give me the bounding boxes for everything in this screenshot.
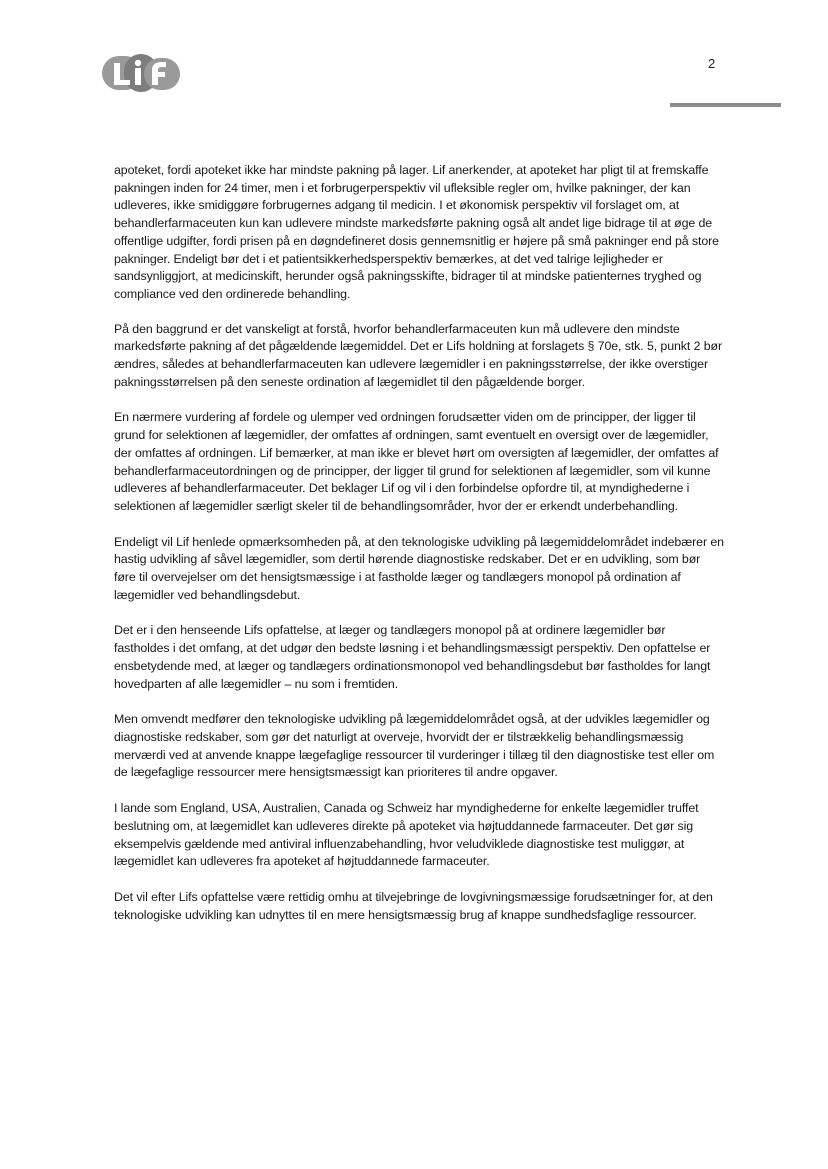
paragraph-7: I lande som England, USA, Australien, Canada og Schweiz har myndighederne for enkelte lægemidler truffet beslutning om, at lægemidlet kan udleveres direkte på apoteket via højtuddannede farmaceuter. Det gør sig eksempelvis gældende med antiviral influenzabehandling, hvor veludviklede diagnostiske test muliggør, at lægemidlet kan udleveres fra apoteket af højtuddannede farmaceuter. [114, 801, 699, 869]
paragraph-2: På den baggrund er det vanskeligt at forstå, hvorfor behandlerfarmaceuten kun må udlevere den mindste markedsførte pakning af det pågældende lægemiddel. Det er Lifs holdning at forslagets § 70e, stk. 5, punkt 2 bør ændres, således at behandlerfarmaceuten kan udlevere lægemidler i en pakningsstørrelse, der ikke overstiger pakningsstørrelsen på den seneste ordination af lægemidlet til den pågældende borger. [114, 321, 722, 389]
paragraph-5: Det er i den henseende Lifs opfattelse, at læger og tandlægers monopol på at ordinere lægemidler bør fastholdes i det omfang, at det udgør den bedste løsning i et behandlingsmæssigt perspektiv. Den opfattelse er ensbetydende med, at læger og tandlægers ordinationsmonopol ved behandlingsdebut bør fastholdes for langt hovedparten af alle lægemidler – nu som i fremtiden. [114, 623, 711, 691]
paragraph-1: apoteket, fordi apoteket ikke har mindste pakning på lager. Lif anerkender, at apoteket har pligt til at fremskaffe pakningen inden for 24 timer, men i et forbrugerperspektiv vil ufleksible regler om, hvilke pakninger, der kan udleveres, ikke smidiggøre forbrugernes adgang til medicin. I et økonomisk perspektiv vil forslaget om, at behandlerfarmaceuten kun kan udlevere mindste markedsførte pakning også alt andet lige bidrage til at øge de offentlige udgifter, fordi prisen på en døgndefineret dosis gennemsnitlig er højere på små pakninger end på store pakninger. Endeligt bør det i et patientsikkerhedsperspektiv bemærkes, at det ved talrige lejligheder er sandsynliggjort, at medicinskift, herunder også pakningsskifte, bidrager til at mindske patienternes tryghed og compliance ved den ordinerede behandling. [114, 163, 719, 301]
header-rule [670, 103, 781, 107]
page-number: 2 [708, 56, 716, 71]
lif-logo [100, 50, 184, 96]
paragraph-6: Men omvendt medfører den teknologiske udvikling på lægemiddelområdet også, at der udvikles lægemidler og diagnostiske redskaber, som gør det naturligt at overveje, hvorvidt der er tilstrækkelig behandlingsmæssig merværdi ved at anvende knappe lægefaglige ressourcer til vurderinger i tillæg til den diagnostiske test eller om de lægefaglige ressourcer mere hensigtsmæssigt kan prioriteres til andre opgaver. [114, 712, 715, 780]
letter-body [114, 162, 724, 942]
paragraph-8: Det vil efter Lifs opfattelse være rettidig omhu at tilvejebringe de lovgivningsmæssige forudsætninger for, at den teknologiske udvikling kan udnyttes til en mere hensigtsmæssig brug af knappe sundhedsfaglige ressourcer. [114, 889, 713, 922]
paragraph-3: En nærmere vurdering af fordele og ulemper ved ordningen forudsætter viden om de principper, der ligger til grund for selektionen af lægemidler, der omfattes af ordningen, samt eventuelt en oversigt over de lægemidler, der omfattes af ordningen. Lif bemærker, at man ikke er blevet hørt om oversigten af lægemidler, der omfattes af behandlerfarmaceutordningen og de principper, der ligger til grund for selektionen af lægemidler, som vil kunne udleveres af behandlerfarmaceuter. Det beklager Lif og vil i den forbindelse opfordre til, at myndighederne i selektionen af lægemidler særligt skeler til de behandlingsområder, hvor der er erkendt underbehandling. [114, 410, 719, 513]
lif-logo-icon [100, 50, 184, 96]
paragraph-4: Endeligt vil Lif henlede opmærksomheden på, at den teknologiske udvikling på lægemiddelområdet indebærer en hastig udvikling af såvel lægemidler, som dertil hørende diagnostiske redskaber. Det er en udvikling, som bør føre til overvejelser om det hensigtsmæssige i at fastholde læger og tandlægers monopol på ordination af lægemidler ved behandlingsdebut. [114, 534, 724, 602]
